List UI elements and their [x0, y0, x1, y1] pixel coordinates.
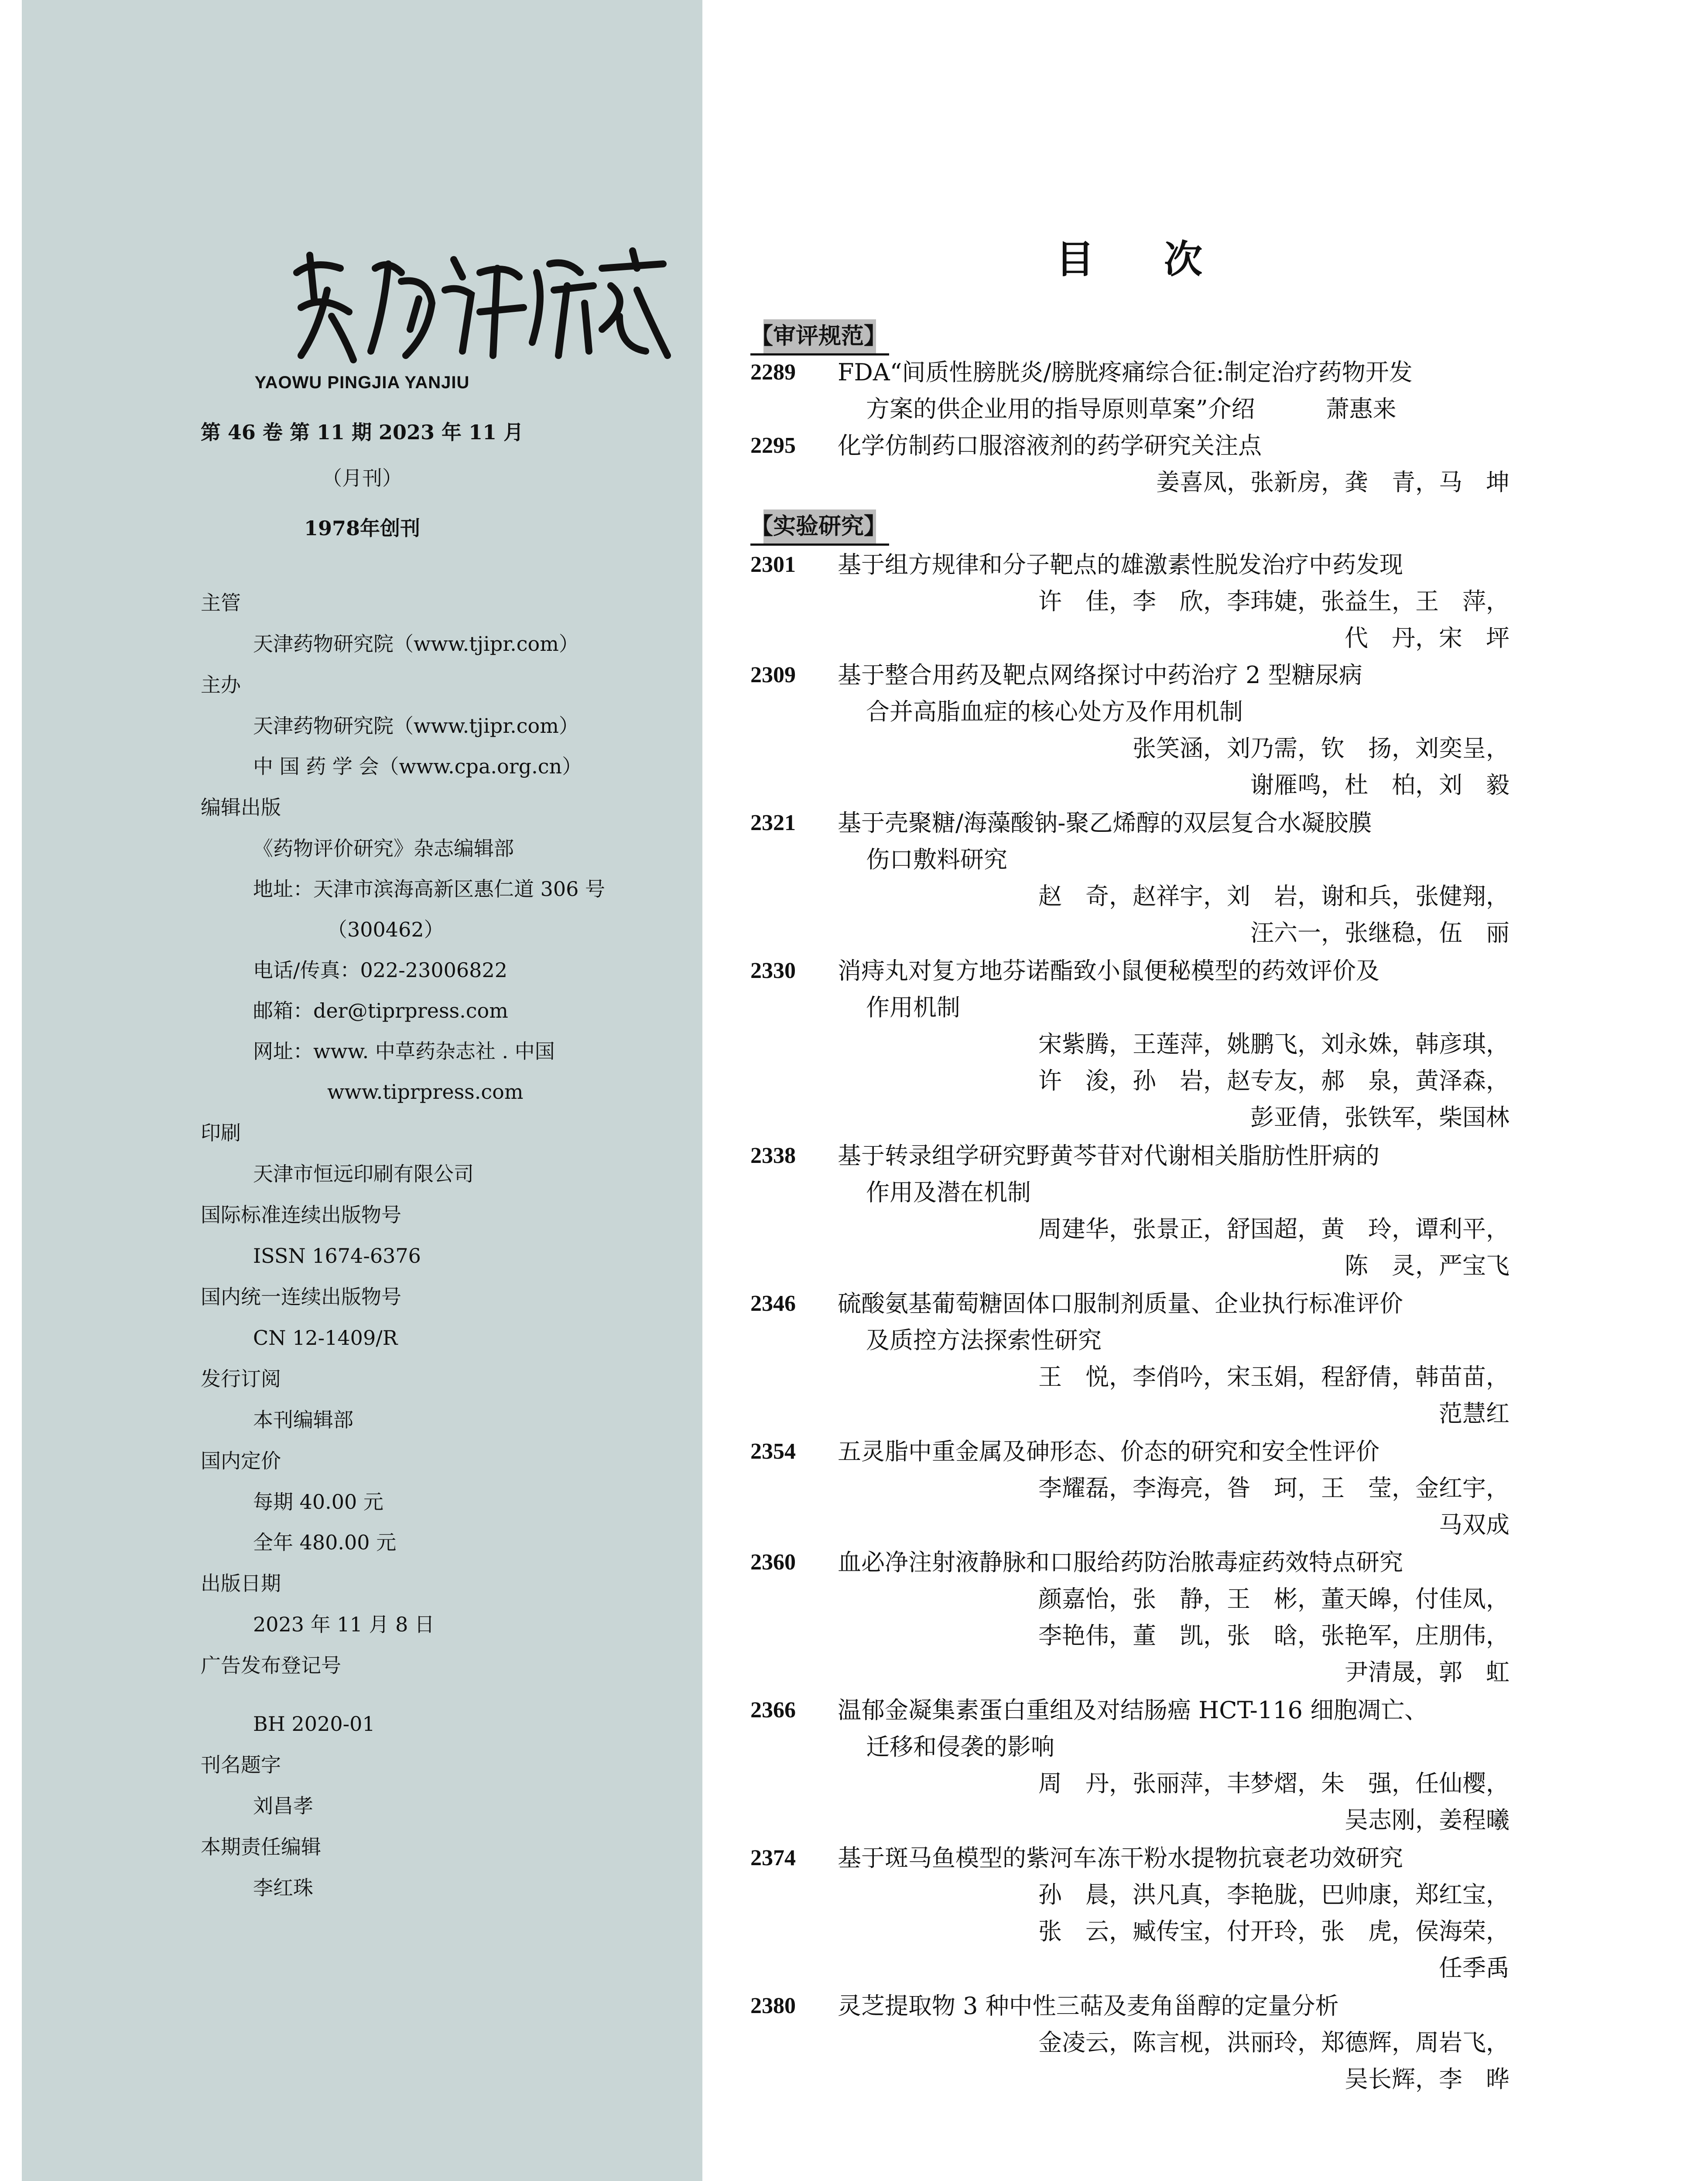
article-title-line: FDA“间质性膀胱炎/膀胱疼痛综合征:制定治疗药物开发 — [838, 359, 1413, 386]
info-heading: 主管 — [201, 591, 241, 615]
article-title — [838, 1433, 1509, 1470]
article-authors — [750, 1211, 1509, 1284]
info-section — [201, 1440, 702, 1563]
calligraphy-title-logo — [288, 242, 672, 369]
author-line: 孙 晨，洪凡真，李艳胧，巴帅康，郑红宝， — [1038, 1881, 1509, 1908]
info-line: 天津药物研究院（www.tjipr.com） — [253, 632, 579, 656]
author-line: 吴志刚，姜程曦 — [1345, 1806, 1509, 1834]
article-title-line: 迁移和侵袭的影响 — [866, 1733, 1054, 1761]
article-title-line: 及质控方法探索性研究 — [866, 1326, 1102, 1354]
journal-info-sidebar — [22, 0, 702, 2181]
info-line: 每期 40.00 元 — [253, 1490, 383, 1514]
info-section — [201, 1645, 702, 1744]
info-heading: 发行订阅 — [201, 1367, 281, 1391]
info-heading: 主办 — [201, 673, 241, 697]
article-title-line: 化学仿制药口服溶液剂的药学研究关注点 — [838, 432, 1262, 459]
toc-article[interactable] — [750, 805, 1509, 951]
info-line: 地址：天津市滨海高新区惠仁道 306 号 — [253, 877, 606, 901]
info-line: 全年 480.00 元 — [253, 1531, 397, 1554]
article-page-number: 2338 — [750, 1143, 796, 1168]
author-line: 金凌云，陈言枧，洪丽玲，郑德辉，周岩飞， — [1038, 2029, 1509, 2056]
article-title-line: 伤口敷料研究 — [866, 846, 1007, 873]
publication-info — [201, 582, 702, 1908]
section-label-review: 【审评规范】 — [750, 319, 889, 356]
article-title-line: 血必净注射液静脉和口服给药防治脓毒症药效特点研究 — [838, 1549, 1403, 1576]
author-line: 汪六一，张继稳，伍 丽 — [1250, 919, 1509, 947]
toc-article[interactable] — [750, 354, 1509, 427]
author-line: 周建华，张景正，舒国超，黄 玲，谭利平， — [1038, 1215, 1509, 1243]
info-section — [201, 1826, 702, 1908]
article-title — [838, 953, 1509, 1026]
info-line: 本刊编辑部 — [253, 1408, 353, 1432]
article-page-number: 2374 — [750, 1846, 796, 1870]
info-heading: 编辑出版 — [201, 796, 281, 819]
journal-logo — [288, 242, 672, 369]
article-title-line: 基于整合用药及靶点网络探讨中药治疗 2 型糖尿病 — [838, 661, 1362, 689]
info-heading: 国内定价 — [201, 1449, 281, 1473]
article-title — [838, 1138, 1509, 1211]
author-line: 姜喜凤，张新房，龚 青，马 坤 — [1156, 468, 1509, 496]
toc-article[interactable] — [750, 547, 1509, 656]
article-authors — [750, 1470, 1509, 1543]
author-line: 范慧红 — [1439, 1400, 1509, 1427]
info-line: CN 12-1409/R — [253, 1326, 398, 1350]
article-title — [838, 427, 1509, 464]
founded-year: 1978年创刊 — [304, 516, 421, 540]
article-title-line: 基于转录组学研究野黄芩苷对代谢相关脂肪性肝病的 — [838, 1142, 1379, 1169]
article-authors — [750, 1581, 1509, 1691]
article-page-number: 2295 — [750, 433, 796, 458]
author-line: 陈 灵，严宝飞 — [1345, 1252, 1509, 1279]
info-line: ISSN 1674-6376 — [253, 1244, 421, 1268]
article-authors — [750, 464, 1509, 501]
toc-title: 目次 — [1056, 236, 1273, 282]
info-heading: 国内统一连续出版物号 — [201, 1285, 401, 1309]
article-title — [838, 1840, 1509, 1877]
article-title — [838, 805, 1509, 878]
toc-article[interactable] — [750, 1285, 1509, 1432]
toc-article[interactable] — [750, 1544, 1509, 1691]
article-authors — [750, 1765, 1509, 1839]
toc-article[interactable] — [750, 1840, 1509, 1986]
info-line: 电话/传真：022-23006822 — [253, 958, 507, 982]
article-page-number: 2346 — [750, 1291, 796, 1316]
info-heading: 国际标准连续出版物号 — [201, 1203, 401, 1227]
info-line: 2023 年 11 月 8 日 — [253, 1613, 435, 1636]
article-title-line: 作用及潜在机制 — [866, 1179, 1031, 1206]
author-line: 李耀磊，李海亮，昝 珂，王 莹，金红宇， — [1038, 1474, 1509, 1502]
article-title-line: 合并高脂血症的核心处方及作用机制 — [866, 698, 1243, 725]
article-authors — [750, 583, 1509, 656]
article-title-line: 基于斑马鱼模型的紫河车冻干粉水提物抗衰老功效研究 — [838, 1844, 1403, 1872]
article-authors — [750, 2024, 1509, 2098]
info-heading: 广告发布登记号 — [201, 1654, 341, 1677]
article-title-line: 基于组方规律和分子靶点的雄激素性脱发治疗中药发现 — [838, 551, 1403, 578]
info-section — [201, 1276, 702, 1358]
article-title-line: 消痔丸对复方地芬诺酯致小鼠便秘模型的药效评价及 — [838, 957, 1379, 985]
info-heading: 本期责任编辑 — [201, 1835, 321, 1859]
info-line: 李红珠 — [253, 1876, 313, 1900]
author-line: 代 丹，宋 坪 — [1345, 624, 1509, 652]
info-line: BH 2020-01 — [253, 1712, 375, 1736]
article-page-number: 2366 — [750, 1698, 796, 1723]
article-page-number: 2289 — [750, 360, 796, 385]
article-page-number: 2330 — [750, 958, 796, 983]
article-title-line: 硫酸氨基葡萄糖固体口服制剂质量、企业执行标准评价 — [838, 1290, 1403, 1317]
author-line: 李艳伟，董 凯，张 晗，张艳军，庄朋伟， — [1038, 1622, 1509, 1649]
article-authors — [750, 730, 1509, 803]
info-line: www.tiprpress.com — [327, 1080, 524, 1104]
info-line: 《药物评价研究》杂志编辑部 — [253, 837, 514, 860]
author-line: 吴长辉，李 晔 — [1345, 2065, 1509, 2093]
info-section — [201, 1744, 702, 1826]
article-title-line: 五灵脂中重金属及砷形态、价态的研究和安全性评价 — [838, 1438, 1379, 1465]
author-line: 任季禹 — [1439, 1954, 1509, 1982]
toc-article[interactable] — [750, 953, 1509, 1136]
author-line: 谢雁鸣，杜 柏，刘 毅 — [1250, 771, 1509, 799]
article-title — [838, 354, 1509, 427]
info-line: 邮箱：der@tiprpress.com — [253, 999, 508, 1022]
toc-article[interactable] — [750, 1692, 1509, 1839]
info-heading: 出版日期 — [201, 1572, 281, 1595]
info-line: 刘昌孝 — [253, 1794, 313, 1818]
info-line: （300462） — [327, 918, 444, 941]
info-heading: 刊名题字 — [201, 1753, 281, 1777]
issue-line: 第 46 卷 第 11 期 2023 年 11 月 — [200, 420, 524, 444]
article-authors — [750, 1877, 1509, 1986]
journal-title-pinyin: YAOWU PINGJIA YANJIU — [254, 373, 470, 392]
article-title-line: 灵芝提取物 3 种中性三萜及麦角甾醇的定量分析 — [838, 1992, 1339, 2020]
article-page-number: 2354 — [750, 1439, 796, 1464]
article-authors — [750, 878, 1509, 951]
article-page-number: 2301 — [750, 552, 796, 577]
author-line: 张 云，臧传宝，付开玲，张 虎，侯海荣， — [1038, 1918, 1509, 1945]
info-line: 网址：www. 中草药杂志社 . 中国 — [253, 1039, 555, 1063]
article-title — [838, 1692, 1509, 1765]
info-line: 中 国 药 学 会（www.cpa.org.cn） — [253, 755, 582, 778]
author-line: 彭亚倩，张铁军，柴国林 — [1250, 1104, 1509, 1131]
author-line: 尹清晟，郭 虹 — [1345, 1658, 1509, 1686]
toc-article[interactable] — [750, 427, 1509, 501]
info-line: 天津药物研究院（www.tjipr.com） — [253, 714, 579, 738]
author-line: 许 佳，李 欣，李玮婕，张益生，王 萍， — [1038, 588, 1509, 615]
info-section — [201, 1194, 702, 1276]
article-title — [838, 1988, 1509, 2024]
section-label-experimental: 【实验研究】 — [750, 509, 889, 546]
article-title-line: 作用机制 — [866, 994, 960, 1021]
article-page-number: 2360 — [750, 1550, 796, 1575]
info-line: 天津市恒远印刷有限公司 — [253, 1162, 474, 1186]
toc-article[interactable] — [750, 1138, 1509, 1284]
toc-article[interactable] — [750, 1988, 1509, 2098]
author-line: 张笑涵，刘乃需，钦 扬，刘奕呈， — [1133, 735, 1509, 762]
article-title — [838, 1285, 1509, 1359]
article-authors — [750, 1359, 1509, 1432]
author-line: 许 浚，孙 岩，赵专友，郝 泉，黄泽森， — [1038, 1067, 1509, 1094]
author-line: 马双成 — [1439, 1511, 1509, 1538]
article-authors — [750, 1026, 1509, 1136]
info-section — [201, 1563, 702, 1645]
info-section — [201, 787, 702, 1112]
toc-article[interactable] — [750, 657, 1509, 803]
info-section — [201, 664, 702, 787]
toc-article[interactable] — [750, 1433, 1509, 1543]
article-title — [838, 1544, 1509, 1581]
article-page-number: 2380 — [750, 1993, 796, 2018]
author-line: 王 悦，李俏吟，宋玉娟，程舒倩，韩苗苗， — [1038, 1363, 1509, 1391]
author-line: 赵 奇，赵祥宇，刘 岩，谢和兵，张健翔， — [1038, 882, 1509, 910]
info-section — [201, 582, 702, 664]
author-line: 周 丹，张丽萍，丰梦熠，朱 强，任仙樱， — [1038, 1770, 1509, 1797]
article-title-line: 温郁金凝集素蛋白重组及对结肠癌 HCT-116 细胞凋亡、 — [838, 1696, 1428, 1724]
article-title — [838, 547, 1509, 583]
article-title — [838, 657, 1509, 730]
author-line: 颜嘉怡，张 静，王 彬，董天皞，付佳凤， — [1038, 1585, 1509, 1613]
author-line: 宋紫腾，王莲萍，姚鹏飞，刘永姝，韩彦琪， — [1038, 1030, 1509, 1058]
info-section — [201, 1112, 702, 1194]
frequency: （月刊） — [322, 466, 402, 490]
article-page-number: 2321 — [750, 810, 796, 835]
article-title-line: 基于壳聚糖/海藻酸钠-聚乙烯醇的双层复合水凝胶膜 — [838, 809, 1372, 837]
info-heading: 印刷 — [201, 1121, 241, 1145]
article-title-line: 方案的供企业用的指导原则草案”介绍 萧惠来 — [866, 395, 1397, 423]
info-section — [201, 1358, 702, 1440]
article-page-number: 2309 — [750, 663, 796, 687]
